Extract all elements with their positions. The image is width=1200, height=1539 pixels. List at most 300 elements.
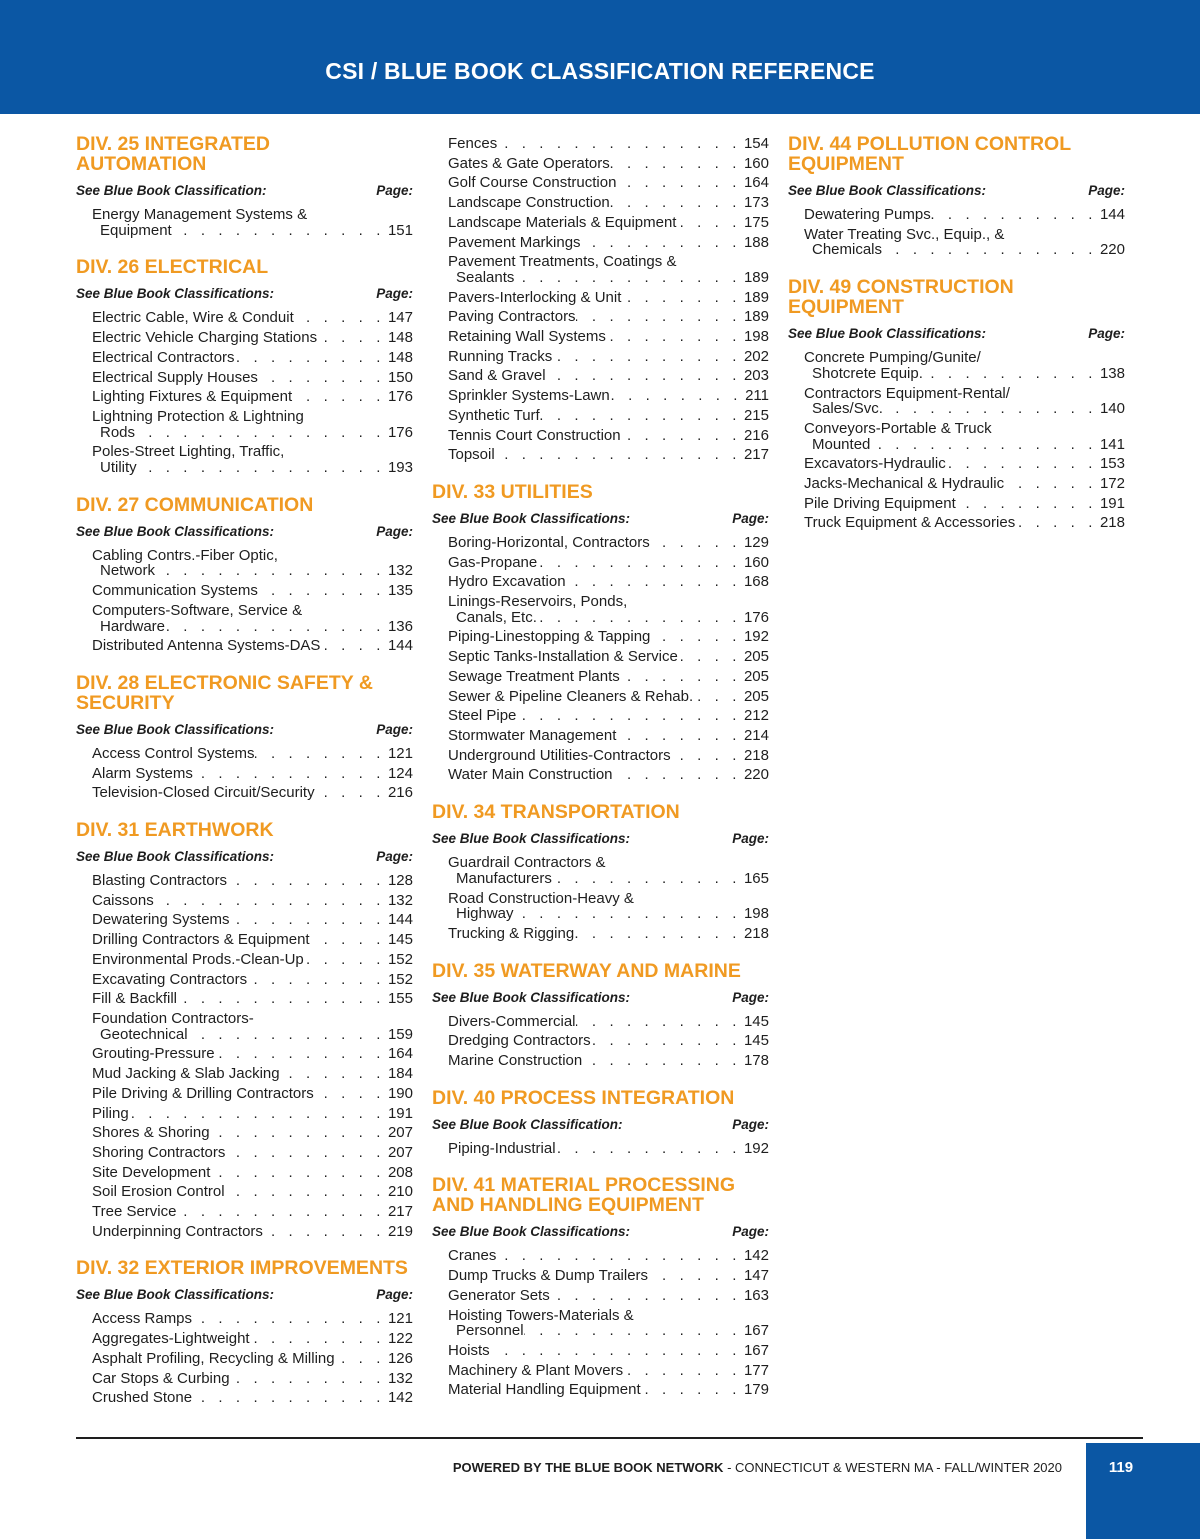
entry-page: 148 (387, 348, 413, 366)
classification-entry (448, 1380, 769, 1400)
entry-name: Electric Vehicle Charging Stations (92, 329, 318, 347)
entry-page: 220 (743, 766, 769, 784)
entry-page: 175 (743, 213, 769, 231)
classification-subhead (76, 286, 413, 302)
entry-page: 198 (743, 328, 769, 346)
entry-page: 205 (743, 687, 769, 705)
dot-leader (210, 1125, 388, 1141)
entry-row (92, 619, 413, 635)
division-title: DIV. 33 UTILITIES (432, 480, 593, 503)
entry-row (92, 1351, 413, 1367)
division-section (788, 277, 1125, 533)
entry-name: Underground Utilities-Contractors (448, 746, 671, 764)
entry-name: Soil Erosion Control (92, 1183, 225, 1201)
dot-leader (317, 330, 388, 346)
classification-entry (448, 307, 769, 327)
entry-name: Trucking & Rigging (448, 924, 575, 942)
entry-row (92, 1371, 413, 1387)
entry-page: 215 (743, 406, 769, 424)
classification-entry (448, 853, 769, 888)
division-section (788, 134, 1125, 260)
entry-name: Tree Service (92, 1203, 177, 1221)
entry-page: 145 (743, 1032, 769, 1050)
classification-entry (448, 1246, 769, 1266)
entry-row (448, 669, 769, 685)
dot-leader (514, 906, 744, 922)
entry-page: 124 (387, 764, 413, 782)
dot-leader (292, 389, 388, 405)
entry-name: Cranes (448, 1247, 497, 1265)
entry-page: 153 (1099, 455, 1125, 473)
entry-name: Dredging Contractors (448, 1032, 591, 1050)
classification-list (432, 1246, 769, 1400)
subhead-label: See Blue Book Classifications: (76, 523, 275, 539)
entry-name: Sand & Gravel (448, 367, 546, 385)
entry-row (92, 1331, 413, 1347)
entry-row (448, 1323, 769, 1339)
entry-name: Concrete Pumping/Gunite/ (804, 349, 981, 367)
entry-name: Generator Sets (448, 1286, 550, 1304)
entry-row (448, 1053, 769, 1069)
dot-leader (546, 368, 744, 384)
entry-row (448, 535, 769, 551)
entry-page: 178 (743, 1052, 769, 1070)
entry-name: Caissons (92, 891, 154, 909)
division-title: DIV. 31 EARTHWORK (76, 819, 274, 842)
entry-row (92, 389, 413, 405)
division-section (432, 802, 769, 944)
footer-powered-by: POWERED BY THE BLUE BOOK NETWORK (452, 1460, 724, 1475)
entry-name: Car Stops & Curbing (92, 1369, 230, 1387)
entry-name: Crushed Stone (92, 1389, 193, 1407)
entry-page: 214 (743, 726, 769, 744)
entry-name-continued: Manufacturers (456, 869, 552, 887)
entry-row (92, 350, 413, 366)
division-section (76, 673, 413, 803)
entry-page: 148 (387, 329, 413, 347)
entry-name-continued: Mounted (812, 435, 871, 453)
dot-leader (946, 456, 1100, 472)
entry-row (448, 926, 769, 942)
classification-entry (92, 950, 413, 970)
dot-leader (176, 1204, 387, 1220)
entry-name: Fill & Backfill (92, 990, 178, 1008)
classification-list (76, 205, 413, 240)
entry-row (448, 1288, 769, 1304)
dot-leader (172, 223, 388, 239)
entry-row (448, 610, 769, 626)
entry-page: 218 (743, 924, 769, 942)
column-3 (788, 134, 1125, 550)
entry-name: Linings-Reservoirs, Ponds, (448, 593, 628, 611)
entry-name: Electrical Supply Houses (92, 368, 258, 386)
entry-name: Drilling Contractors & Equipment (92, 931, 310, 949)
page-column-label: Page: (732, 510, 769, 526)
dot-leader (258, 370, 388, 386)
classification-entry (92, 1143, 413, 1163)
dot-leader (192, 1390, 388, 1406)
entry-page: 189 (743, 288, 769, 306)
classification-list (76, 1309, 413, 1408)
page-column-label: Page: (376, 721, 413, 737)
page-column-label: Page: (732, 831, 769, 847)
dot-leader (137, 460, 388, 476)
page-title: CSI / BLUE BOOK CLASSIFICATION REFERENCE (325, 58, 875, 84)
dot-leader (235, 350, 388, 366)
entry-page: 219 (387, 1222, 413, 1240)
entry-row (92, 370, 413, 386)
classification-list (788, 205, 1125, 260)
classification-entry (448, 1361, 769, 1381)
entry-page: 136 (387, 617, 413, 635)
classification-list (788, 348, 1125, 533)
entry-name: Computers-Software, Service & (92, 601, 303, 619)
dot-leader (610, 388, 745, 404)
dot-leader (610, 156, 744, 172)
classification-entry (92, 1329, 413, 1349)
entry-name: Poles-Street Lighting, Traffic, (92, 443, 285, 461)
division-title: DIV. 32 EXTERIOR IMPROVEMENTS (76, 1257, 408, 1280)
entry-page: 122 (387, 1330, 413, 1348)
entry-name: Divers-Commercial (448, 1012, 576, 1030)
subhead-label: See Blue Book Classifications: (788, 326, 987, 342)
entry-page: 163 (743, 1286, 769, 1304)
entry-page: 205 (743, 648, 769, 666)
subhead-label: See Blue Book Classifications: (432, 510, 631, 526)
division-section (76, 495, 413, 656)
entry-page: 216 (387, 784, 413, 802)
dot-leader (552, 871, 744, 887)
entry-name: Fences (448, 135, 498, 152)
classification-entry (804, 513, 1125, 533)
classification-subhead (432, 990, 769, 1006)
entry-name-continued: Network (100, 562, 156, 580)
dot-leader (616, 728, 744, 744)
classification-entry (448, 154, 769, 174)
entry-row (92, 1311, 413, 1327)
entry-page: 155 (387, 990, 413, 1008)
dot-leader (258, 583, 388, 599)
classification-entry (92, 368, 413, 388)
dot-leader (550, 1288, 744, 1304)
classification-entry (448, 1286, 769, 1306)
dot-leader (230, 1371, 388, 1387)
classification-entry (92, 328, 413, 348)
subhead-label: See Blue Book Classifications: (76, 721, 275, 737)
page-number: 119 (1108, 1459, 1134, 1476)
entry-row (92, 563, 413, 579)
entry-name: Dump Trucks & Dump Trailers (448, 1267, 649, 1285)
entry-name: Retaining Wall Systems (448, 328, 606, 346)
entry-name: Gates & Gate Operators (448, 154, 610, 172)
dot-leader (524, 1323, 744, 1339)
dot-leader (263, 1224, 388, 1240)
entry-row (92, 932, 413, 948)
entry-row (804, 366, 1125, 382)
entry-row (92, 746, 413, 762)
classification-list (76, 546, 413, 656)
division-section (432, 961, 769, 1071)
subhead-label: See Blue Book Classifications: (432, 831, 631, 847)
classification-entry (804, 494, 1125, 514)
dot-leader (255, 746, 388, 762)
classification-entry (448, 347, 769, 367)
entry-row (448, 329, 769, 345)
classification-entry (448, 366, 769, 386)
entry-page: 152 (387, 950, 413, 968)
entry-page: 176 (743, 608, 769, 626)
entry-name: Conveyors-Portable & Truck (804, 419, 992, 437)
entry-name: Mud Jacking & Slab Jacking (92, 1065, 280, 1083)
entry-row (92, 766, 413, 782)
subhead-label: See Blue Book Classifications: (788, 183, 987, 198)
dot-leader (310, 932, 388, 948)
classification-entry (804, 205, 1125, 225)
dot-leader (129, 1106, 388, 1122)
classification-entry (448, 572, 769, 592)
entry-page: 145 (387, 931, 413, 949)
entry-row (92, 952, 413, 968)
entry-page: 151 (387, 221, 413, 239)
entry-name: Excavators-Hydraulic (804, 455, 946, 473)
entry-name: Hoists (448, 1341, 490, 1359)
dot-leader (574, 926, 744, 942)
entry-row (804, 437, 1125, 453)
classification-entry (804, 454, 1125, 474)
page-column-label: Page: (376, 286, 413, 302)
classification-entry (448, 889, 769, 924)
entry-page: 132 (387, 891, 413, 909)
entry-row (92, 1184, 413, 1200)
classification-entry (448, 193, 769, 213)
subhead-label: See Blue Book Classification: (76, 183, 267, 198)
dot-leader (135, 425, 388, 441)
classification-subhead (76, 849, 413, 865)
entry-row (448, 629, 769, 645)
entry-name: Truck Equipment & Accessories (804, 514, 1016, 532)
column-1 (76, 134, 413, 1425)
division-title: DIV. 35 WATERWAY AND MARINE (432, 959, 741, 982)
entry-name: Pavers-Interlocking & Unit (448, 288, 622, 306)
division-section (432, 1175, 769, 1400)
classification-entry (92, 1388, 413, 1408)
entry-page: 147 (743, 1267, 769, 1285)
entry-name: Communication Systems (92, 582, 258, 600)
entry-name-continued: Sales/Svc. (812, 400, 883, 418)
classification-entry (448, 134, 769, 154)
classification-entry (448, 252, 769, 287)
page-number-box (1086, 1443, 1200, 1539)
classification-entry (92, 1349, 413, 1369)
entry-name: Site Development (92, 1163, 211, 1181)
entry-page: 205 (743, 667, 769, 685)
entry-page: 191 (1099, 494, 1125, 512)
entry-row (92, 1165, 413, 1181)
entry-page: 198 (743, 905, 769, 923)
dot-leader (606, 329, 744, 345)
classification-entry (448, 553, 769, 573)
division-title: DIV. 34 TRANSPORTATION (432, 801, 680, 824)
entry-page: 126 (387, 1349, 413, 1367)
entry-name: Excavating Contractors (92, 970, 248, 988)
classification-list (432, 134, 769, 465)
classification-entry (448, 667, 769, 687)
entry-page: 138 (1099, 364, 1125, 382)
dot-leader (620, 669, 744, 685)
dot-leader (230, 912, 388, 928)
classification-entry (92, 1044, 413, 1064)
dot-leader (621, 428, 744, 444)
classification-entry (92, 205, 413, 240)
classification-list (76, 744, 413, 803)
division-section (76, 134, 413, 240)
dot-leader (678, 649, 744, 665)
dot-leader (650, 535, 744, 551)
classification-entry (92, 636, 413, 656)
dot-leader (610, 195, 744, 211)
classification-subhead (76, 183, 413, 199)
entry-page: 210 (387, 1183, 413, 1201)
entry-row (448, 1014, 769, 1030)
entry-row (92, 893, 413, 909)
entry-page: 202 (743, 347, 769, 365)
entry-name: Access Control Systems (92, 744, 255, 762)
entry-page: 207 (387, 1143, 413, 1161)
dot-leader (613, 767, 744, 783)
entry-page: 176 (387, 388, 413, 406)
classification-entry (804, 384, 1125, 419)
classification-list (432, 853, 769, 944)
entry-row (92, 583, 413, 599)
entry-name: Cabling Contrs.-Fiber Optic, (92, 546, 278, 564)
entry-page: 203 (743, 367, 769, 385)
entry-page: 190 (387, 1084, 413, 1102)
entry-row (92, 1224, 413, 1240)
classification-entry (92, 1369, 413, 1389)
entry-page: 212 (743, 707, 769, 725)
dot-leader (883, 401, 1100, 417)
classification-entry (92, 1123, 413, 1143)
entry-page: 192 (743, 628, 769, 646)
entry-name: Synthetic Turf (448, 406, 540, 424)
entry-name: Water Treating Svc., Equip., & (804, 225, 1005, 243)
dot-leader (616, 175, 744, 191)
entry-page: 140 (1099, 400, 1125, 418)
classification-entry (448, 726, 769, 746)
entry-page: 160 (743, 154, 769, 172)
classification-entry (92, 783, 413, 803)
classification-entry (448, 445, 769, 465)
entry-name: Environmental Prods.-Clean-Up (92, 950, 304, 968)
entry-row (92, 972, 413, 988)
entry-name: Shores & Shoring (92, 1124, 210, 1142)
dot-leader (540, 408, 744, 424)
entry-name-continued: Rods (100, 423, 136, 441)
classification-entry (448, 687, 769, 707)
subhead-label: See Blue Book Classifications: (76, 286, 275, 302)
entry-page: 184 (387, 1065, 413, 1083)
classification-entry (92, 1202, 413, 1222)
dot-leader (225, 1145, 388, 1161)
entry-name-continued: Utility (100, 459, 137, 477)
page-column-label: Page: (376, 1287, 413, 1303)
classification-entry (448, 213, 769, 233)
dot-leader (320, 638, 388, 654)
entry-row (448, 290, 769, 306)
entry-page: 217 (743, 446, 769, 464)
entry-row (448, 1141, 769, 1157)
entry-row (448, 871, 769, 887)
entry-page: 167 (743, 1341, 769, 1359)
entry-name-continued: Hardware (100, 617, 166, 635)
entry-row (92, 223, 413, 239)
dot-leader (495, 447, 744, 463)
entry-row (448, 689, 769, 705)
classification-entry (92, 910, 413, 930)
entry-page: 176 (387, 423, 413, 441)
classification-list (76, 308, 413, 477)
entry-row (92, 1066, 413, 1082)
page-column-label: Page: (732, 1116, 769, 1132)
entry-row (92, 1027, 413, 1043)
entry-row (448, 728, 769, 744)
entry-name: Golf Course Construction (448, 174, 617, 192)
division-title: DIV. 27 COMMUNICATION (76, 493, 314, 516)
classification-subhead (788, 326, 1125, 342)
classification-entry (448, 1306, 769, 1341)
classification-entry (448, 1031, 769, 1051)
entry-name: Water Main Construction (448, 766, 613, 784)
dot-leader (497, 136, 744, 152)
entry-page: 132 (387, 562, 413, 580)
entry-row (804, 207, 1125, 223)
subhead-label: See Blue Book Classifications: (76, 1287, 275, 1303)
entry-name: Guardrail Contractors & (448, 854, 606, 872)
classification-entry (92, 442, 413, 477)
page-column-label: Page: (732, 989, 769, 1005)
entry-row (92, 1046, 413, 1062)
classification-list (76, 871, 413, 1241)
entry-row (92, 1145, 413, 1161)
classification-list (432, 533, 769, 785)
subhead-label: See Blue Book Classifications: (76, 849, 275, 865)
classification-entry (92, 744, 413, 764)
entry-name: Electrical Contractors (92, 348, 235, 366)
entry-name-continued: Shotcrete Equip. (812, 364, 923, 382)
classification-entry (92, 308, 413, 328)
classification-entry (804, 474, 1125, 494)
entry-row (804, 476, 1125, 492)
division-title: DIV. 44 POLLUTION CONTROL EQUIPMENT (788, 133, 1072, 175)
entry-row (448, 767, 769, 783)
entry-page: 218 (1099, 514, 1125, 532)
classification-entry (448, 592, 769, 627)
classification-entry (448, 1139, 769, 1159)
entry-name: Pavement Markings (448, 233, 581, 251)
division-section (76, 820, 413, 1241)
dot-leader (621, 290, 744, 306)
dot-leader (1015, 515, 1100, 531)
classification-subhead (432, 511, 769, 527)
entry-row (448, 428, 769, 444)
dot-leader (294, 310, 388, 326)
classification-subhead (432, 831, 769, 847)
classification-entry (448, 406, 769, 426)
classification-entry (92, 1104, 413, 1124)
classification-entry (448, 1341, 769, 1361)
dot-leader (155, 563, 388, 579)
dot-leader (581, 235, 744, 251)
